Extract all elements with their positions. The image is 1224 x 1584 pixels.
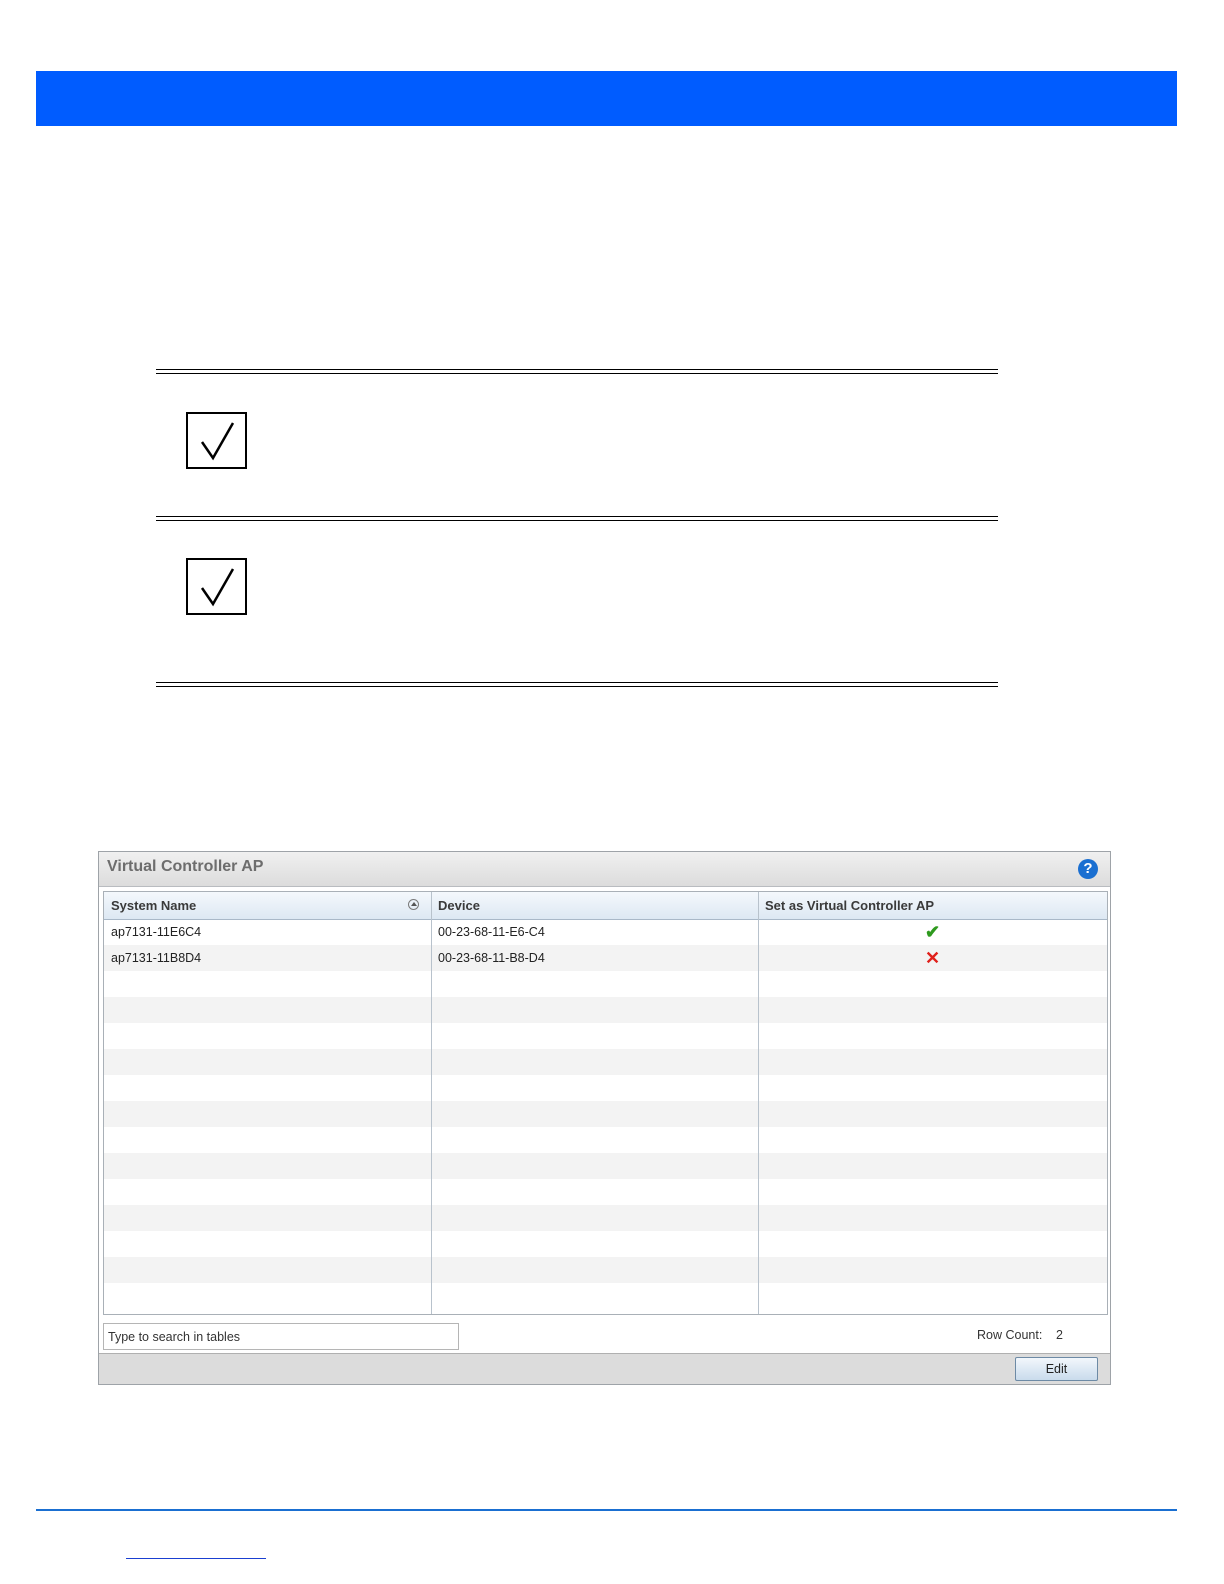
column-header-device[interactable]: Device xyxy=(438,898,480,913)
table-row-empty xyxy=(104,1101,1107,1127)
table-row[interactable] xyxy=(104,945,1107,971)
sort-ascending-icon[interactable] xyxy=(408,899,419,910)
column-header-set-as-virtual-controller-ap[interactable]: Set as Virtual Controller AP xyxy=(765,898,935,913)
cell-device: 00-23-68-11-E6-C4 xyxy=(438,925,545,939)
panel-title: Virtual Controller AP xyxy=(107,858,264,875)
virtual-controller-table xyxy=(103,891,1108,1315)
table-row-empty xyxy=(104,1205,1107,1231)
column-separator xyxy=(431,892,432,1314)
table-row-empty xyxy=(104,997,1107,1023)
note-top-rule xyxy=(156,369,998,374)
panel-footer xyxy=(99,1353,1110,1384)
edit-button[interactable]: Edit xyxy=(1015,1357,1098,1381)
table-row[interactable] xyxy=(104,919,1107,945)
row-count-value: 2 xyxy=(1056,1328,1063,1342)
column-separator xyxy=(758,892,759,1314)
table-row-empty xyxy=(104,1127,1107,1153)
page-header-banner xyxy=(36,71,1177,126)
note-checkmark-icon xyxy=(186,558,247,615)
cell-system-name: ap7131-11B8D4 xyxy=(111,951,202,965)
note-checkmark-icon xyxy=(186,412,247,469)
cell-device: 00-23-68-11-B8-D4 xyxy=(438,951,545,965)
note-divider-rule xyxy=(156,516,998,521)
table-row-empty xyxy=(104,1283,1107,1309)
cell-system-name: ap7131-11E6C4 xyxy=(111,925,202,939)
cross-icon: ✕ xyxy=(924,948,941,968)
table-row-empty xyxy=(104,1023,1107,1049)
virtual-controller-ap-panel xyxy=(98,851,1111,1385)
table-row-empty xyxy=(104,1179,1107,1205)
footer-link-underline xyxy=(126,1558,266,1559)
note-bottom-rule xyxy=(156,682,998,687)
panel-header xyxy=(99,852,1110,887)
help-icon[interactable]: ? xyxy=(1078,859,1098,879)
table-row-empty xyxy=(104,1231,1107,1257)
table-row-empty xyxy=(104,1257,1107,1283)
table-row-empty xyxy=(104,971,1107,997)
row-count-label: Row Count: xyxy=(977,1328,1043,1342)
column-header-system-name[interactable]: System Name xyxy=(111,898,197,913)
table-row-empty xyxy=(104,1153,1107,1179)
table-header xyxy=(104,892,1107,920)
table-row-empty xyxy=(104,1075,1107,1101)
check-icon: ✔ xyxy=(924,922,941,942)
page-footer-rule xyxy=(36,1509,1177,1511)
table-row-empty xyxy=(104,1049,1107,1075)
table-search-input[interactable] xyxy=(103,1323,459,1350)
